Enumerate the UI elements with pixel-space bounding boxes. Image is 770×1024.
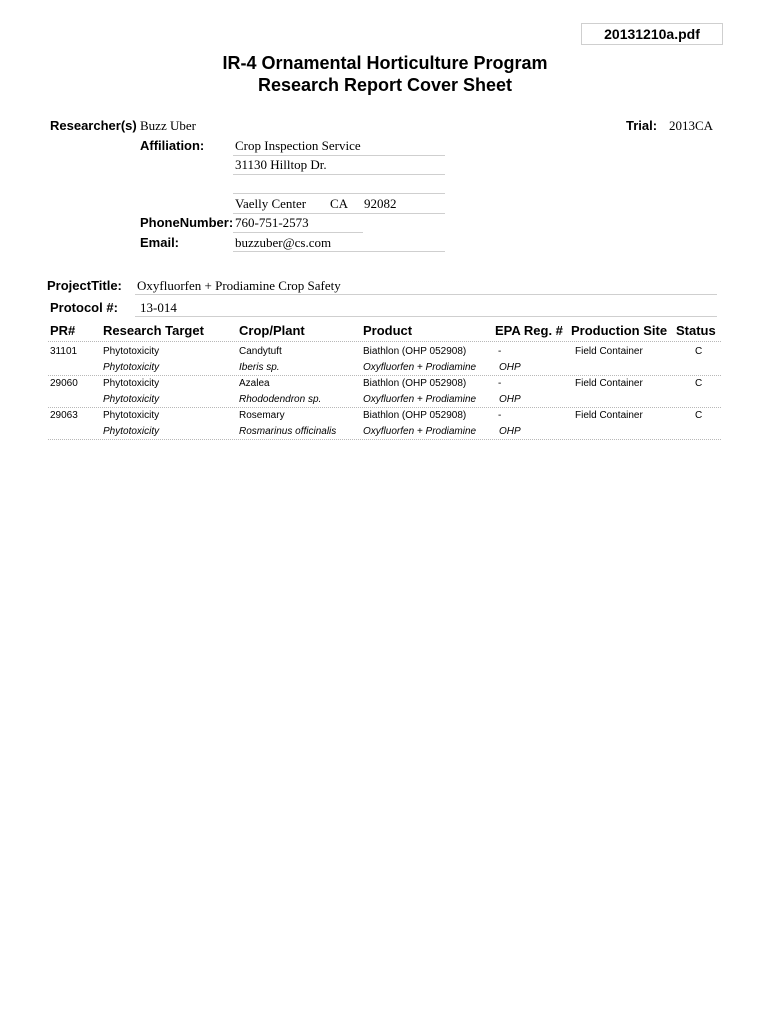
divider (233, 193, 445, 194)
cell-pr: 31101 (50, 346, 78, 357)
page-subtitle: Research Report Cover Sheet (257, 75, 513, 95)
affiliation-label: Affiliation: (140, 138, 205, 153)
col-header-pr: PR# (50, 323, 76, 338)
cell-product: Biathlon (OHP 052908) (363, 378, 467, 389)
divider (233, 251, 445, 252)
cell-epa-2: OHP (499, 362, 521, 373)
divider (233, 155, 445, 156)
divider (233, 174, 445, 175)
cell-crop-latin: Iberis sp. (239, 362, 280, 373)
cell-target: Phytotoxicity (103, 346, 160, 357)
page-title: IR-4 Ornamental Horticulture Program (222, 53, 548, 73)
cell-product: Biathlon (OHP 052908) (363, 410, 467, 421)
cell-pr: 29060 (50, 378, 78, 389)
file-name: 20131210a.pdf (604, 26, 700, 42)
cell-target-2: Phytotoxicity (103, 362, 160, 373)
cell-epa: - (498, 410, 502, 421)
cell-epa-2: OHP (499, 394, 521, 405)
col-header-production-site: Production Site (571, 323, 668, 338)
protocol-label: Protocol #: (50, 300, 118, 315)
project-title-label: ProjectTitle: (47, 278, 122, 293)
cell-target-2: Phytotoxicity (103, 426, 160, 437)
divider (233, 232, 363, 233)
col-header-status: Status (676, 323, 716, 338)
col-header-product: Product (363, 323, 413, 338)
cell-epa-2: OHP (499, 426, 521, 437)
col-header-research-target: Research Target (103, 323, 204, 338)
table-row (0, 410, 770, 440)
cell-site: Field Container (575, 346, 643, 357)
trial-state: CA (695, 118, 714, 133)
cell-status: C (695, 410, 703, 421)
cell-crop-latin: Rosmarinus officinalis (239, 426, 337, 437)
cell-epa: - (498, 346, 502, 357)
trial-label: Trial: (626, 118, 658, 133)
table-row (0, 346, 770, 376)
cell-product-2: Oxyfluorfen + Prodiamine (363, 426, 477, 437)
project-title-value: Oxyfluorfen + Prodiamine Crop Safety (137, 278, 341, 293)
cell-crop: Candytuft (239, 346, 282, 357)
row-divider (48, 439, 721, 440)
city: Vaelly Center (235, 196, 307, 211)
file-name-box (581, 23, 723, 45)
divider (233, 213, 445, 214)
email-value: buzzuber@cs.com (235, 235, 332, 250)
cell-crop: Rosemary (239, 410, 285, 421)
col-header-epa-reg: EPA Reg. # (495, 323, 563, 338)
organization: Crop Inspection Service (235, 138, 361, 153)
row-divider (48, 375, 721, 376)
cell-site: Field Container (575, 410, 643, 421)
table-row (0, 378, 770, 408)
cell-status: C (695, 378, 703, 389)
row-divider (48, 407, 721, 408)
protocol-value: 13-014 (140, 300, 177, 315)
cell-product-2: Oxyfluorfen + Prodiamine (363, 394, 477, 405)
cell-target: Phytotoxicity (103, 410, 160, 421)
cell-status: C (695, 346, 703, 357)
zip: 92082 (364, 196, 397, 211)
address: 31130 Hilltop Dr. (235, 157, 327, 172)
divider (135, 294, 717, 295)
cell-pr: 29063 (50, 410, 78, 421)
table-header-divider (48, 341, 721, 342)
researcher-label: Researcher(s) (50, 118, 137, 133)
cell-crop-latin: Rhododendron sp. (239, 394, 322, 405)
cell-crop: Azalea (239, 378, 270, 389)
cell-site: Field Container (575, 378, 643, 389)
state: CA (330, 196, 349, 211)
cell-target: Phytotoxicity (103, 378, 160, 389)
cell-product-2: Oxyfluorfen + Prodiamine (363, 362, 477, 373)
cell-product: Biathlon (OHP 052908) (363, 346, 467, 357)
cell-target-2: Phytotoxicity (103, 394, 160, 405)
divider (135, 316, 717, 317)
phone-label: PhoneNumber: (140, 215, 234, 230)
trial-year: 2013 (669, 118, 695, 133)
col-header-crop-plant: Crop/Plant (239, 323, 305, 338)
trial-value (669, 118, 713, 134)
email-label: Email: (140, 235, 180, 250)
researcher-name: Buzz Uber (140, 118, 196, 133)
cell-epa: - (498, 378, 502, 389)
phone-value: 760-751-2573 (235, 215, 309, 230)
